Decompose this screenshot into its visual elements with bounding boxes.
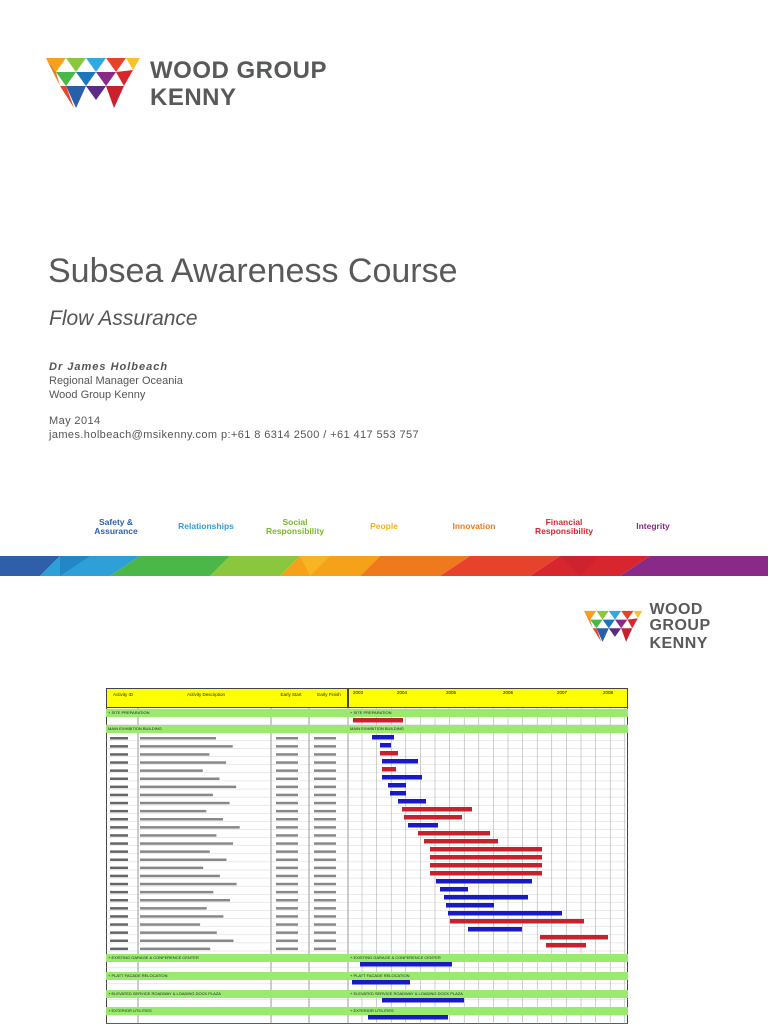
activity-description-text [140,778,220,781]
early-start-text [276,931,298,934]
early-finish-text [314,802,336,805]
early-start-text [276,818,298,821]
early-start-text [276,940,298,943]
gantt-bar [402,807,472,812]
activity-id-text [110,786,128,789]
year-2004: 2004 [397,690,408,695]
early-finish-text [314,907,336,910]
early-start-text [276,867,298,870]
gantt-bar [430,847,542,852]
gantt-bar [382,775,422,780]
early-start-text [276,810,298,813]
activity-description-text [140,834,216,837]
activity-id-text [110,818,128,821]
slide-gap [0,576,768,588]
gantt-bar [380,743,391,748]
activity-description-text [140,745,233,748]
section-main-exhibition: MAIN EXHIBITION BUILDING MAIN EXHIBITION BUILDING [106,725,628,733]
early-finish-text [314,778,336,781]
early-finish-text [314,826,336,829]
gantt-bar [546,943,586,948]
gantt-bar [382,767,396,772]
header-activity-description: Activity Description [186,692,225,697]
contact-details: james.holbeach@msikenny.com p:+61 8 6314 2500 / +61 417 553 757 [49,429,420,441]
activity-description-text [140,818,223,821]
activity-description-text [140,737,216,740]
activity-id-text [110,915,128,918]
gantt-bar [380,751,398,756]
activity-description-text [140,850,210,853]
activity-description-text [140,794,213,797]
activity-id-text [110,834,128,837]
activity-id-text [110,948,128,951]
gantt-bar [440,887,468,892]
gantt-bar [540,935,608,940]
gantt-bar [404,815,462,820]
early-start-text [276,737,298,740]
company-values [60,516,720,542]
gantt-bar [446,903,494,908]
early-start-text [276,891,298,894]
early-start-text [276,875,298,878]
year-2003: 2003 [353,690,364,695]
early-finish-text [314,859,336,862]
logo-mark-icon [584,609,643,645]
early-start-text [276,778,298,781]
activity-description-text [140,931,217,934]
activity-description-text [140,948,210,951]
activity-id-text [110,810,128,813]
early-start-text [276,826,298,829]
year-2006: 2006 [503,690,514,695]
logo-line-2: KENNY [150,83,237,111]
presenter-block [49,360,183,402]
value-financial-responsibility: Financial Responsibility [534,517,594,536]
wood-group-kenny-logo [46,56,327,112]
early-start-text [276,842,298,845]
early-finish-text [314,931,336,934]
activity-description-text [140,891,213,894]
logo-mark-icon [46,56,142,112]
activity-description-text [140,786,236,789]
activity-id-text [110,875,128,878]
activity-id-text [110,794,128,797]
early-start-text [276,745,298,748]
early-finish-text [314,834,336,837]
gantt-bar [418,831,490,836]
header-early-start: Early Start [280,692,302,697]
section-site-preparation: + SITE PREPARATION + SITE PREPARATION [106,709,628,717]
activity-id-text [110,931,128,934]
early-finish-text [314,818,336,821]
early-start-text [276,786,298,789]
section-elevated-roadway: + ELEVATED SERVICE ROADWAY & LOADING DOCK PLAZA + ELEVATED SERVICE ROADWAY & LOADING DOCK PLAZA [106,990,628,998]
early-finish-text [314,891,336,894]
activity-id-text [110,802,128,805]
early-start-text [276,883,298,886]
activity-id-text [110,859,128,862]
presenter-role: Regional Manager Oceania [49,375,183,387]
early-finish-text [314,875,336,878]
gantt-bar [430,863,542,868]
early-start-text [276,794,298,797]
page-subtitle: Flow Assurance [49,307,198,330]
gantt-table-header [106,688,348,708]
year-2007: 2007 [557,690,568,695]
activity-id-text [110,907,128,910]
gantt-bar [424,839,498,844]
gantt-bar [382,759,418,764]
early-start-text [276,915,298,918]
gantt-bar [353,718,403,723]
value-social-responsibility: Social Responsibility [265,517,325,536]
year-2008: 2008 [603,690,614,695]
activity-id-text [110,761,128,764]
gantt-slide [0,588,768,1024]
early-finish-text [314,794,336,797]
value-people: People [370,521,398,531]
early-start-text [276,899,298,902]
activity-id-text [110,753,128,756]
activity-description-text [140,761,226,764]
activity-id-text [110,891,128,894]
activity-description-text [140,875,220,878]
early-finish-text [314,948,336,951]
logo-line-1: WOOD GROUP [150,56,327,84]
early-finish-text [314,786,336,789]
early-start-text [276,850,298,853]
activity-description-text [140,867,203,870]
activity-id-text [110,940,128,943]
early-finish-text [314,883,336,886]
year-2005: 2005 [446,690,457,695]
page-title: Subsea Awareness Course [48,252,458,290]
early-start-text [276,769,298,772]
activity-id-text [110,883,128,886]
early-finish-text [314,867,336,870]
value-integrity: Integrity [636,521,670,531]
early-finish-text [314,753,336,756]
early-start-text [276,907,298,910]
contact-block [49,414,419,442]
activity-id-text [110,826,128,829]
gantt-bar [360,962,452,967]
early-start-text [276,948,298,951]
early-finish-text [314,842,336,845]
gantt-bar [430,855,542,860]
early-start-text [276,923,298,926]
gantt-bar [390,791,406,796]
presenter-company: Wood Group Kenny [49,389,146,401]
early-finish-text [314,769,336,772]
early-finish-text [314,850,336,853]
section-platt-facade: + PLATT FACADE RELOCATION + PLATT FACADE RELOCATION [106,972,628,980]
header-activity-id: Activity ID [112,692,133,697]
activity-id-text [110,923,128,926]
value-relationships: Relationships [178,521,234,531]
activity-id-text [110,850,128,853]
activity-description-text [140,915,223,918]
activity-description-text [140,907,207,910]
presentation-date: May 2014 [49,415,101,427]
color-band [0,556,768,576]
logo-line-1: WOOD GROUP [649,601,711,634]
value-innovation: Innovation [452,521,496,531]
wood-group-kenny-logo-small [584,602,768,652]
section-exterior-utilities: + EXTERIOR UTILITIES + EXTERIOR UTILITIES [106,1007,628,1015]
section-garage-conference: + EXISTING GARAGE & CONFERENCE CENTER + EXISTING GARAGE & CONFERENCE CENTER [106,954,628,962]
activity-id-text [110,842,128,845]
early-finish-text [314,745,336,748]
gantt-bar [382,998,464,1003]
early-finish-text [314,737,336,740]
logo-line-2: KENNY [649,635,708,652]
activity-id-text [110,745,128,748]
early-finish-text [314,761,336,764]
activity-id-text [110,778,128,781]
value-safety: Safety & Assurance [94,517,138,536]
gantt-bar [444,895,528,900]
activity-id-text [110,769,128,772]
activity-id-text [110,899,128,902]
gantt-bar [408,823,438,828]
activity-description-text [140,769,203,772]
activity-description-text [140,826,240,829]
early-start-text [276,834,298,837]
gantt-bar [352,980,410,985]
activity-description-text [140,802,230,805]
early-start-text [276,761,298,764]
gantt-chart [106,688,628,1024]
gantt-bar [368,1015,448,1020]
gantt-bar [468,927,522,932]
early-finish-text [314,899,336,902]
gantt-bar [388,783,406,788]
early-finish-text [314,810,336,813]
gantt-bar [372,735,394,740]
activity-description-text [140,810,206,813]
gantt-bar [436,879,532,884]
gantt-bar [448,911,562,916]
gantt-bar [398,799,426,804]
early-start-text [276,753,298,756]
activity-description-text [140,923,200,926]
activity-description-text [140,859,227,862]
early-finish-text [314,940,336,943]
presenter-name: Dr James Holbeach [49,361,169,373]
activity-description-text [140,883,237,886]
early-start-text [276,859,298,862]
early-finish-text [314,915,336,918]
header-early-finish: Early Finish [317,692,341,697]
activity-id-text [110,867,128,870]
activity-description-text [140,940,234,943]
activity-description-text [140,753,209,756]
gantt-bar [450,919,584,924]
activity-id-text [110,737,128,740]
early-start-text [276,802,298,805]
activity-description-text [140,899,230,902]
gantt-timeline-header [348,688,628,708]
early-finish-text [314,923,336,926]
activity-description-text [140,842,233,845]
gantt-bar [430,871,542,876]
